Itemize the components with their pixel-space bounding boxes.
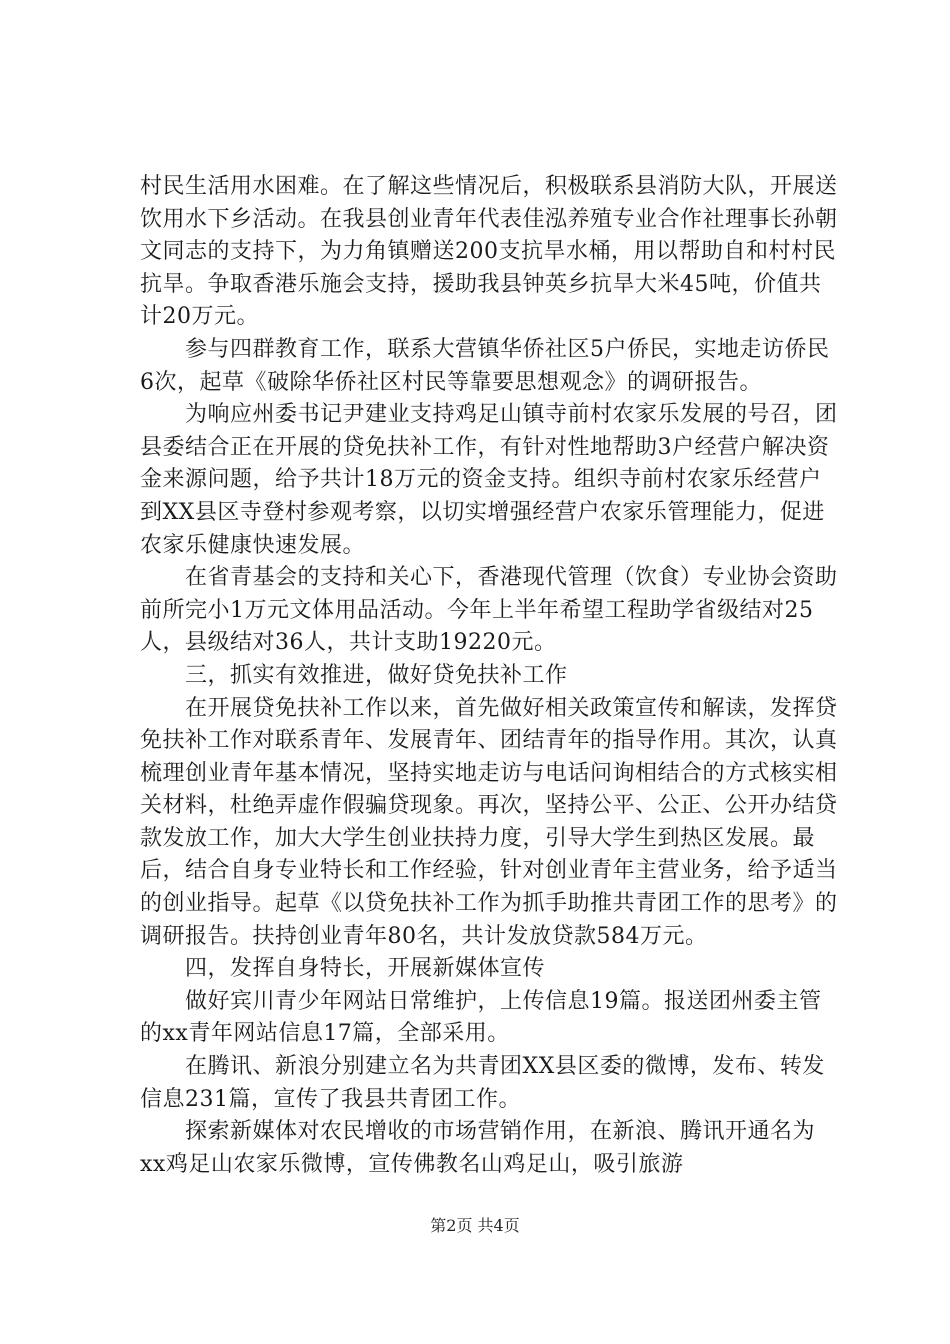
paragraph-weibo: 在腾讯、新浪分别建立名为共青团XX县区委的微博，发布、转发信息231篇，宣传了我县共青团工作。	[140, 1054, 825, 1112]
paragraph-farmhouse-support: 为响应州委书记尹建业支持鸡足山镇寺前村农家乐发展的号召，团县委结合正在开展的贷免扶补工作，有针对性地帮助3户经营户解决资金来源问题，给予共计18万元的资金支持。组织寺前村农家乐经营户到XX县区寺登村参观考察，以切实增强经营户农家乐管理能力，促进农家乐健康快速发展。	[140, 402, 838, 558]
paragraph-website: 做好宾川青少年网站日常维护，上传信息19篇。报送团州委主管的xx青年网站信息17篇，全部采用。	[140, 988, 822, 1047]
paragraph-hope-project: 在省青基会的支持和关心下，香港现代管理（饮食）专业协会资助前所完小1万元文体用品活动。今年上半年希望工程助学省级结对25人，县级结对36人，共计支助19220元。	[140, 565, 838, 656]
paragraph-drought-relief: 村民生活用水困难。在了解这些情况后，积极联系县消防大队，开展送饮用水下乡活动。在我县创业青年代表佳泓养殖专业合作社理事长孙朝文同志的支持下，为力角镇赠送200支抗旱水桶，用以帮助自和村村民抗旱。争取香港乐施会支持，援助我县钟英乡抗旱大米45吨，价值共计20万元。	[140, 174, 838, 330]
section-heading-new-media: 四，发挥自身特长，开展新媒体宣传	[185, 956, 546, 982]
paragraph-marketing: 探索新媒体对农民增收的市场营销作用，在新浪、腾讯开通名为xx鸡足山农家乐微博，宣传佛教名山鸡足山，吸引旅游	[140, 1119, 816, 1177]
section-heading-loan-support: 三，抓实有效推进，做好贷免扶补工作	[185, 662, 568, 688]
page-number-footer: 第2页 共4页	[430, 1216, 520, 1235]
paragraph-loan-support: 在开展贷免扶补工作以来，首先做好相关政策宣传和解读，发挥贷免扶补工作对联系青年、发展青年、团结青年的指导作用。其次，认真梳理创业青年基本情况，坚持实地走访与电话问询相结合的方式核实相关材料，杜绝弄虚作假骗贷现象。再次，坚持公平、公正、公开办结贷款发放工作，加大大学生创业扶持力度，引导大学生到热区发展。最后，结合自身专业特长和工作经验，针对创业青年主营业务，给予适当的创业指导。起草《以贷免扶补工作为抓手助推共青团工作的思考》的调研报告。扶持创业青年80名，共计发放贷款584万元。	[140, 695, 838, 949]
document-body	[140, 171, 840, 1181]
paragraph-overseas-chinese: 参与四群教育工作，联系大营镇华侨社区5户侨民，实地走访侨民6次，起草《破除华侨社区村民等靠要思想观念》的调研报告。	[140, 336, 830, 395]
